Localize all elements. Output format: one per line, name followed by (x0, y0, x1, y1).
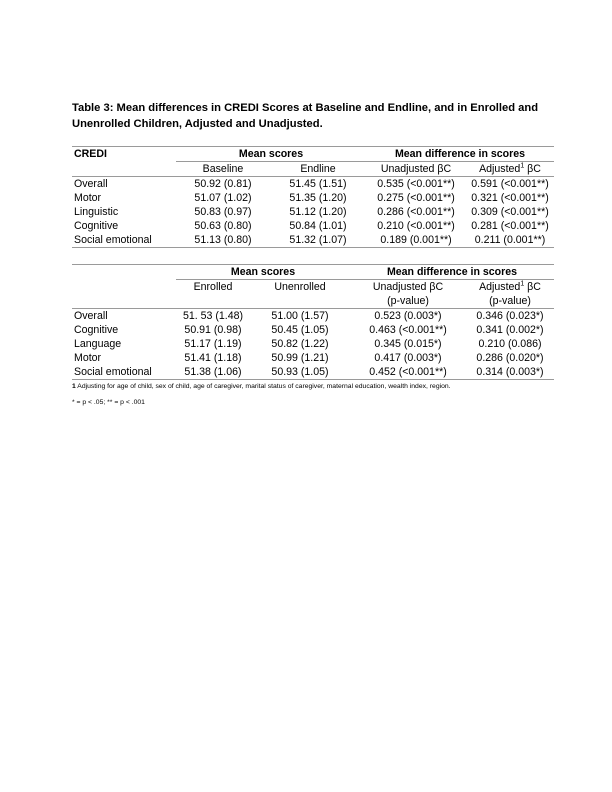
table1-column-header-row (72, 162, 554, 177)
table1-endline-header: Endline (300, 163, 336, 175)
table2-enrolled-header: Enrolled (193, 281, 233, 293)
table-row: Motor 51.07 (1.02) 51.35 (1.20) 0.275 (<0.001**) 0.321 (<0.001**) (74, 192, 549, 204)
table2-mean-scores-header: Mean scores (176, 265, 350, 280)
footnote-number: 1 (72, 383, 76, 390)
table-row: Overall 51. 53 (1.48) 51.00 (1.57) 0.523 (0.003*) 0.346 (0.023*) (74, 310, 544, 322)
footnote-marker: 1 (520, 162, 525, 170)
table2-column-header-row (72, 280, 554, 295)
table2-group-header-row (72, 265, 554, 280)
table1-group-header-row (72, 147, 554, 162)
table1-corner-header: CREDI (74, 148, 107, 161)
table1-mean-difference-header: Mean difference in scores (366, 147, 554, 162)
table-row: Social emotional 51.13 (0.80) 51.32 (1.07) 0.189 (0.001**) 0.211 (0.001**) (72, 233, 554, 248)
table2-unadjusted-pvalue-label: (p-value) (387, 295, 429, 307)
table-row: Linguistic 50.83 (0.97) 51.12 (1.20) 0.286 (<0.001**) 0.309 (<0.001**) (74, 206, 549, 218)
table-title: Table 3: Mean differences in CREDI Scores at Baseline and Endline, and in Enrolled and Unenrolled Children, Adjusted and Unadjusted. (72, 102, 539, 130)
table2-unadjusted-header: Unadjusted βC (372, 281, 444, 293)
footnote-adjustment: 1 Adjusting for age of child, sex of child, age of caregiver, marital status of caregiver, maternal education, wealth index, region. (72, 383, 451, 390)
table1-unadjusted-header: Unadjusted βC (380, 163, 452, 175)
table-row: Social emotional 51.38 (1.06) 50.93 (1.05) 0.452 (<0.001**) 0.314 (0.003*) (72, 365, 554, 380)
footnote-significance: * = p < .05; ** = p < .001 (72, 399, 145, 406)
table-row: Overall 50.92 (0.81) 51.45 (1.51) 0.535 (<0.001**) 0.591 (<0.001**) (74, 178, 549, 190)
table2-pvalue-header-row (72, 294, 554, 309)
credi-enrolled-unenrolled-table (72, 264, 554, 380)
table2-adjusted-pvalue-label: (p-value) (489, 295, 531, 307)
table2-mean-difference-header: Mean difference in scores (350, 265, 554, 280)
footnote-marker: 1 (520, 280, 525, 288)
table2-adjusted-header: Adjusted$^1$ βC (479, 280, 541, 293)
table1-mean-scores-header: Mean scores (176, 147, 366, 162)
table-row: Cognitive 50.63 (0.80) 50.84 (1.01) 0.210 (<0.001**) 0.281 (<0.001**) (74, 220, 549, 232)
table-row: Motor 51.41 (1.18) 50.99 (1.21) 0.417 (0.003*) 0.286 (0.020*) (74, 352, 544, 364)
table1-baseline-header: Baseline (202, 163, 244, 175)
table-row: Cognitive 50.91 (0.98) 50.45 (1.05) 0.463 (<0.001**) 0.341 (0.002*) (74, 324, 544, 336)
credi-baseline-endline-table (72, 146, 554, 248)
document-page (72, 100, 554, 408)
table1-adjusted-header: Adjusted$^1$ βC (479, 162, 541, 175)
table-row: Language 51.17 (1.19) 50.82 (1.22) 0.345 (0.015*) 0.210 (0.086) (74, 338, 542, 350)
table2-unenrolled-header: Unenrolled (274, 281, 326, 293)
